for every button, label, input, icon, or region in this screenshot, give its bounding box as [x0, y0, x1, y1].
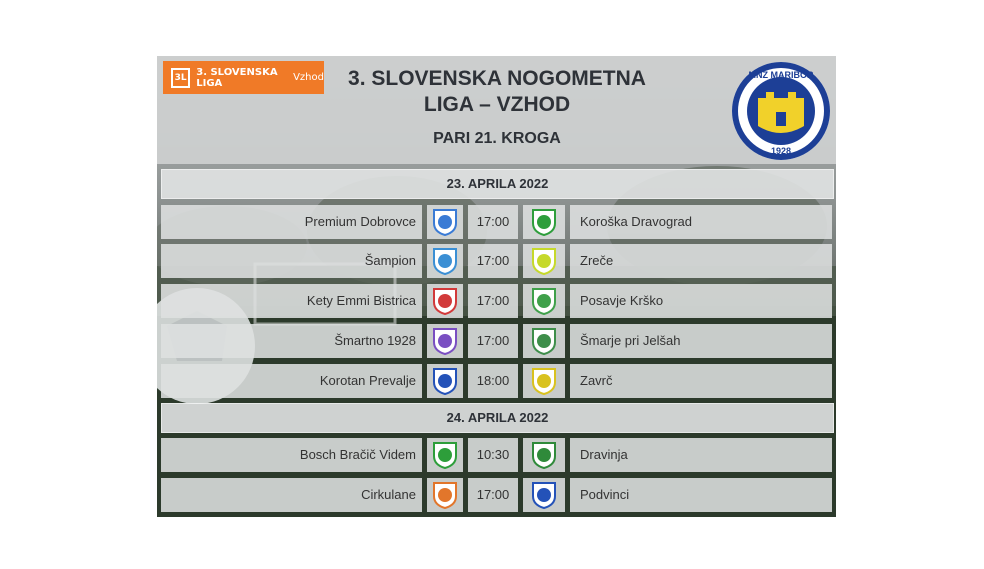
away-team-name: Podvinci	[570, 478, 832, 512]
home-team-crest	[427, 284, 463, 318]
away-crest-icon	[531, 287, 557, 315]
home-team-name: Šmartno 1928	[161, 324, 422, 358]
league-region: Vzhod	[293, 72, 324, 83]
match-row	[161, 324, 832, 358]
kickoff-time: 17:00	[468, 244, 518, 278]
away-team-crest	[523, 478, 565, 512]
home-crest-icon	[432, 327, 458, 355]
home-team-name: Premium Dobrovce	[161, 205, 422, 239]
kickoff-time: 17:00	[468, 478, 518, 512]
away-crest-icon	[531, 208, 557, 236]
home-team-crest	[427, 205, 463, 239]
kickoff-time: 10:30	[468, 438, 518, 472]
mnz-maribor-logo-icon	[730, 60, 832, 162]
home-team-name: Šampion	[161, 244, 422, 278]
away-team-name: Šmarje pri Jelšah	[570, 324, 832, 358]
kickoff-time: 17:00	[468, 284, 518, 318]
away-team-crest	[523, 324, 565, 358]
title-line-1: 3. SLOVENSKA NOGOMETNA	[348, 67, 646, 90]
home-team-crest	[427, 478, 463, 512]
home-crest-icon	[432, 287, 458, 315]
home-team-name: Korotan Prevalje	[161, 364, 422, 398]
league-name: 3. SLOVENSKA LIGA	[196, 66, 278, 89]
away-team-name: Zreče	[570, 244, 832, 278]
away-crest-icon	[531, 441, 557, 469]
away-team-name: Posavje Krško	[570, 284, 832, 318]
club-logo-name: MNZ MARIBOR	[748, 70, 814, 80]
league-badge	[163, 61, 324, 94]
kickoff-time: 18:00	[468, 364, 518, 398]
home-team-crest	[427, 364, 463, 398]
match-row	[161, 478, 832, 512]
away-team-crest	[523, 284, 565, 318]
match-row	[161, 284, 832, 318]
home-team-name: Cirkulane	[161, 478, 422, 512]
away-crest-icon	[531, 367, 557, 395]
kickoff-time: 17:00	[468, 324, 518, 358]
home-crest-icon	[432, 208, 458, 236]
away-team-name: Zavrč	[570, 364, 832, 398]
away-crest-icon	[531, 327, 557, 355]
away-team-crest	[523, 438, 565, 472]
league-logo-icon: 3L	[171, 68, 190, 88]
away-team-name: Dravinja	[570, 438, 832, 472]
fixtures-card	[157, 56, 836, 517]
match-row	[161, 364, 832, 398]
away-crest-icon	[531, 247, 557, 275]
title-line-2: LIGA – VZHOD	[423, 93, 571, 116]
home-crest-icon	[432, 247, 458, 275]
away-team-crest	[523, 364, 565, 398]
match-row	[161, 244, 832, 278]
page-title	[317, 66, 677, 118]
home-crest-icon	[432, 367, 458, 395]
home-team-crest	[427, 438, 463, 472]
home-team-name: Kety Emmi Bistrica	[161, 284, 422, 318]
match-date-bar: 23. APRILA 2022	[161, 169, 834, 199]
club-logo-year: 1928	[770, 146, 792, 156]
home-team-name: Bosch Bračič Videm	[161, 438, 422, 472]
kickoff-time: 17:00	[468, 205, 518, 239]
match-row	[161, 205, 832, 239]
home-team-crest	[427, 244, 463, 278]
round-title: PARI 21. KROGA	[433, 130, 561, 147]
away-team-crest	[523, 244, 565, 278]
home-team-crest	[427, 324, 463, 358]
home-crest-icon	[432, 441, 458, 469]
away-team-crest	[523, 205, 565, 239]
home-crest-icon	[432, 481, 458, 509]
match-date-bar: 24. APRILA 2022	[161, 403, 834, 433]
away-team-name: Koroška Dravograd	[570, 205, 832, 239]
away-crest-icon	[531, 481, 557, 509]
match-row	[161, 438, 832, 472]
